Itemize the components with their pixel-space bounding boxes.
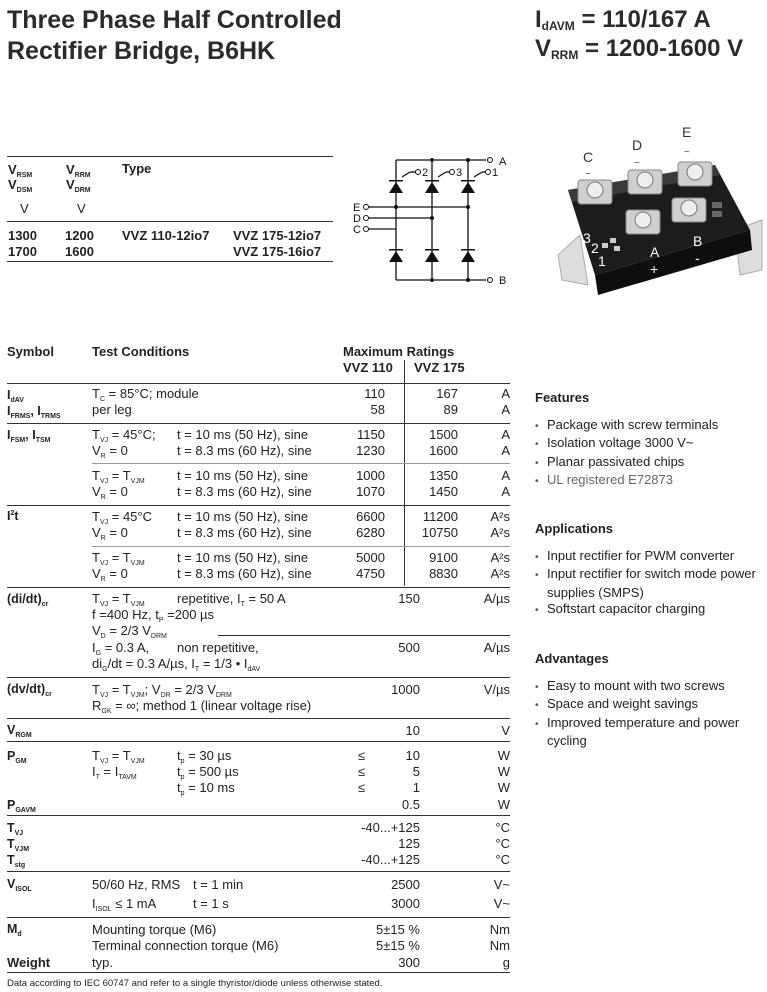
type-table-top-rule — [7, 156, 333, 157]
sym-idav: $I_{dAV}$ $I_{FRMS}$, $I_{TRMS}$ — [7, 388, 61, 420]
cond-r2-2b: t = 8.3 ms (60 Hz), sine — [177, 443, 312, 458]
unit-r2-1: A — [501, 427, 510, 442]
unit-r3-1: A²s — [490, 509, 510, 524]
header-vvz110: VVZ 110 — [343, 360, 393, 375]
val-r7-1: 10 — [405, 748, 420, 763]
val-r2-175-4: 1450 — [429, 484, 458, 499]
type-table-mid-rule — [7, 221, 333, 222]
list-item: supplies (SMPS) — [547, 584, 644, 600]
list-item: • Package with screw terminals — [535, 417, 719, 432]
rule-10 — [7, 917, 510, 918]
advantages-list — [535, 678, 739, 750]
cond-r2-4b: t = 8.3 ms (60 Hz), sine — [177, 484, 312, 499]
rating-idavm: $I_{dAVM} = 110/167$ A — [535, 6, 711, 33]
title-line-1: Three Phase Half Controlled — [7, 6, 342, 34]
cond-r11-1: Mounting torque (M6) — [92, 922, 217, 937]
node-label-d: D — [353, 213, 361, 225]
unit-r7-3: W — [497, 780, 510, 795]
sym-visol: $V_{ISOL}$ — [7, 877, 32, 893]
unit-r2-3: A — [501, 468, 510, 483]
header-vvz175: VVZ 175 — [414, 360, 465, 375]
list-item: cycling — [547, 733, 587, 749]
unit-v-1: V — [20, 201, 29, 216]
rule-3 — [7, 505, 510, 506]
applications-list — [535, 548, 756, 620]
sym-i2t: $I^2t$ — [7, 509, 19, 523]
val-r3-110-3: 5000 — [356, 550, 385, 565]
module-package-image — [540, 120, 767, 300]
type-row-1: 1300 — [8, 228, 37, 243]
val-r10-2: 3000 — [391, 896, 420, 911]
cond-r7-t2: $t_p = 500$ µs — [177, 764, 239, 781]
val-r2-175-1: 1500 — [429, 427, 458, 442]
cond-r4-1: $T_{VJ} = T_{VJM}$ — [92, 591, 145, 608]
unit-r3-3: A²s — [490, 550, 510, 565]
val-r2-110-2: 1230 — [356, 443, 385, 458]
val-r1-110a: 110 — [364, 386, 385, 401]
val-r3-110-2: 6280 — [356, 525, 385, 540]
cond-r3-3b: t = 10 ms (50 Hz), sine — [177, 550, 309, 565]
rule-1 — [7, 383, 510, 384]
cond-r10-1b: t = 1 min — [193, 877, 244, 892]
unit-r9-3: °C — [495, 852, 510, 867]
val-r3-175-4: 8830 — [429, 566, 458, 581]
unit-r3-2: A²s — [490, 525, 510, 540]
list-item: • Easy to mount with two screws — [535, 678, 725, 693]
val-r8: 0.5 — [401, 797, 420, 812]
cond-r2-1: $T_{VJ} = 45^\circ C$; — [92, 427, 156, 444]
unit-r6: V — [501, 723, 510, 738]
circuit-schematic — [350, 150, 520, 290]
unit-r4-1: A/µs — [483, 591, 510, 606]
unit-r8: W — [497, 797, 510, 812]
type-row-1-t2: VVZ 175-12io7 — [233, 228, 322, 243]
unit-r3-4: A²s — [490, 566, 510, 581]
type-row-2-vrrm: 1600 — [65, 244, 94, 259]
cond-r3-2b: t = 8.3 ms (60 Hz), sine — [177, 525, 312, 540]
cond-r10-1: 50/60 Hz, RMS — [92, 877, 181, 892]
pkg-label-d: D — [632, 137, 643, 153]
cond-r3-4b: t = 8.3 ms (60 Hz), sine — [177, 566, 312, 581]
sym-vrgm: $V_{RGM}$ — [7, 723, 32, 739]
val-r4-1: 150 — [398, 591, 420, 606]
node-label-b: B — [499, 275, 507, 287]
val-r11-1: 5±15 % — [376, 922, 420, 937]
applications-title: Applications — [535, 521, 614, 536]
cond-r1-2: per leg — [92, 402, 132, 417]
val-r3-175-2: 10750 — [421, 525, 458, 540]
type-row-2-vrsm: 1700 — [8, 244, 37, 259]
cond-r10-2b: t = 1 s — [193, 896, 229, 911]
header-test-conditions: Test Conditions — [92, 344, 190, 359]
rule-2 — [7, 423, 510, 424]
val-r3-175-1: 11200 — [422, 509, 458, 524]
list-item: • Space and weight savings — [535, 696, 699, 712]
rule-8 — [7, 815, 510, 816]
rule-4 — [7, 587, 510, 588]
list-item: • Improved temperature and power — [535, 714, 740, 730]
cond-r5-2: $R_{GK}$ = ∞; method 1 (linear voltage rise) — [92, 698, 312, 715]
advantages-title: Advantages — [535, 651, 609, 666]
unit-r7-2: W — [497, 764, 510, 779]
cond-r3-1: $T_{VJ} = 45^\circ C$ — [92, 509, 152, 526]
sym-pgm: $P_{GM}$ — [7, 749, 27, 765]
sym-didt: $(di/dt)_{cr}$ — [7, 592, 49, 608]
cond-r10-2: $I_{ISOL} \le 1$ mA — [92, 896, 157, 913]
val-r3-110-1: 6600 — [356, 509, 385, 524]
pkg-term-a: A — [650, 244, 660, 260]
val-r9-1: -40...+125 — [361, 820, 420, 835]
unit-r10-2: V~ — [493, 896, 510, 911]
col-vrsm-header: $V_{RSM}$ $V_{DSM}$ — [8, 162, 33, 194]
gate-label-2: 2 — [422, 167, 429, 179]
val-r6: 10 — [405, 723, 420, 738]
rule-3b — [92, 546, 510, 547]
val-r11-2: 5±15 % — [376, 938, 420, 953]
pkg-term-b: B — [693, 233, 703, 249]
header-symbol: Symbol — [7, 344, 54, 359]
type-row-2-t2: VVZ 175-16io7 — [233, 244, 322, 259]
unit-r1b: A — [501, 402, 510, 417]
unit-r9-1: °C — [495, 820, 510, 835]
sym-dvdt: $(dv/dt)_{cr}$ — [7, 682, 52, 698]
cond-r2-3b: t = 10 ms (50 Hz), sine — [177, 468, 309, 483]
sym-weight: Weight — [7, 955, 51, 970]
cond-r4-5: $di_G/dt = 0.3$ A/µs, $I_T = 1/3$ • $I_{dAV}$ — [92, 656, 261, 673]
cond-r2-3: $T_{VJ} = T_{VJM}$ — [92, 468, 145, 485]
val-r1-175a: 167 — [436, 386, 458, 401]
val-r9-3: -40...+125 — [361, 852, 420, 867]
rule-9 — [7, 871, 510, 872]
val-r2-110-4: 1070 — [356, 484, 385, 499]
unit-r1a: A — [501, 386, 510, 401]
sym-ifsm: $I_{FSM}$, $I_{TSM}$ — [7, 428, 51, 444]
list-item: • Planar passivated chips — [535, 453, 685, 469]
unit-v-2: V — [77, 201, 86, 216]
list-item: • Input rectifier for PWM converter — [535, 548, 735, 563]
unit-r10-1: V~ — [493, 877, 510, 892]
val-r2-175-3: 1350 — [429, 468, 458, 483]
node-label-e: E — [353, 202, 361, 214]
le-1: ≤ — [358, 748, 366, 763]
le-2: ≤ — [358, 764, 366, 779]
header-max-ratings: Maximum Ratings — [343, 344, 455, 359]
unit-r11-1: Nm — [489, 922, 510, 937]
sym-md: $M_d$ — [7, 922, 22, 938]
rule-2b — [92, 463, 510, 464]
list-item: • Softstart capacitor charging — [535, 601, 706, 617]
cond-r3-2: $V_R = 0$ — [92, 525, 128, 542]
cond-r7-1: $T_{VJ} = T_{VJM}$ — [92, 748, 145, 765]
col-type-header: Type — [122, 161, 152, 176]
val-r9-2: 125 — [398, 836, 420, 851]
val-r12: 300 — [398, 955, 420, 970]
rule-6 — [7, 718, 510, 719]
val-r3-110-4: 4750 — [356, 566, 385, 581]
pkg-tilde-d: ~ — [634, 158, 640, 169]
val-r1-110b: 58 — [370, 402, 385, 417]
features-list — [535, 417, 718, 491]
list-item: • UL registered E72873 — [535, 472, 673, 488]
val-r10-1: 2500 — [391, 877, 420, 892]
cond-r3-1b: t = 10 ms (50 Hz), sine — [177, 509, 309, 524]
val-r7-2: 5 — [412, 764, 420, 779]
cond-r4-2: f =400 Hz, $t_P =200$ µs — [92, 607, 215, 624]
gate-label-1: 1 — [492, 167, 499, 179]
pkg-label-e: E — [682, 124, 692, 140]
cond-r7-t3: $t_p = 10$ ms — [177, 780, 235, 797]
val-r5: 1000 — [391, 682, 420, 697]
title-line-2: Rectifier Bridge, B6HK — [7, 37, 276, 65]
rating-vrrm: $V_{RRM} = 1200-1600$ V — [535, 35, 744, 62]
col-vrrm-header: $V_{RRM}$ $V_{DRM}$ — [66, 162, 91, 194]
gate-label-3: 3 — [456, 167, 463, 179]
pkg-tilde-c: ~ — [585, 169, 591, 180]
sym-temps: $T_{VJ}$ $T_{VJM}$ $T_{stg}$ — [7, 821, 30, 869]
unit-r7-1: W — [497, 748, 510, 763]
cond-r4-1b: repetitive, $I_T = 50$ A — [177, 591, 286, 608]
pkg-sign-minus: - — [695, 250, 700, 266]
rule-7 — [7, 741, 510, 742]
cond-r12: typ. — [92, 955, 113, 970]
type-row-1-t1: VVZ 110-12io7 — [122, 228, 210, 243]
list-item: • Input rectifier for switch mode power — [535, 566, 756, 582]
cond-r4-3: $V_D = 2/3$ $V_{DRM}$ — [92, 623, 167, 640]
features-title: Features — [535, 390, 590, 405]
cond-r5-1: $T_{VJ} = T_{VJM}$; $V_{DR} = 2/3$ $V_{DRM}$ — [92, 682, 232, 699]
val-r2-110-3: 1000 — [356, 468, 385, 483]
type-table-bottom-rule — [7, 261, 333, 262]
cond-r3-4: $V_R = 0$ — [92, 566, 128, 583]
cond-r3-3: $T_{VJ} = T_{VJM}$ — [92, 550, 145, 567]
val-r2-175-2: 1600 — [429, 443, 458, 458]
cond-r4-4b: non repetitive, — [177, 640, 259, 655]
unit-r5: V/µs — [483, 682, 510, 697]
unit-r2-2: A — [501, 443, 510, 458]
val-r1-175b: 89 — [443, 402, 458, 417]
pkg-pin-2: 2 — [591, 240, 599, 256]
pkg-pin-1: 1 — [598, 253, 606, 269]
node-label-a: A — [499, 156, 507, 168]
cond-r7-2: $I_T = I_{TAVM}$ — [92, 764, 137, 781]
sym-pgavm: $P_{GAVM}$ — [7, 798, 36, 814]
footnote: Data according to IEC 60747 and refer to a single thyristor/diode unless otherwise stated. — [7, 978, 383, 989]
cond-r7-t1: $t_p = 30$ µs — [177, 748, 232, 765]
list-item: • Isolation voltage 3000 V~ — [535, 435, 694, 451]
cond-r11-2: Terminal connection torque (M6) — [92, 938, 279, 953]
pkg-label-c: C — [583, 149, 594, 165]
val-r4-2: 500 — [398, 640, 420, 655]
node-label-c: C — [353, 224, 361, 236]
unit-r9-2: °C — [495, 836, 510, 851]
pkg-pin-3: 3 — [583, 230, 591, 246]
rule-4b — [218, 635, 510, 636]
le-3: ≤ — [358, 780, 366, 795]
rule-5 — [7, 677, 510, 678]
cond-r2-1b: t = 10 ms (50 Hz), sine — [177, 427, 309, 442]
rule-bottom — [7, 972, 510, 973]
val-r7-3: 1 — [412, 780, 420, 795]
cond-r2-2: $V_R = 0$ — [92, 443, 128, 460]
type-row-1-vrrm: 1200 — [65, 228, 94, 243]
val-r2-110-1: 1150 — [357, 427, 385, 442]
pkg-tilde-e: ~ — [684, 147, 690, 158]
unit-r12: g — [502, 955, 510, 970]
unit-r2-4: A — [501, 484, 510, 499]
pkg-sign-plus: + — [650, 261, 659, 277]
cond-r4-4: $I_G = 0.3$ A, — [92, 640, 150, 657]
val-r3-175-3: 9100 — [429, 550, 458, 565]
cond-r1-1: $T_C = 85^\circ C$; module — [92, 386, 199, 403]
unit-r11-2: Nm — [489, 938, 510, 953]
cond-r2-4: $V_R = 0$ — [92, 484, 128, 501]
unit-r4-2: A/µs — [483, 640, 510, 655]
